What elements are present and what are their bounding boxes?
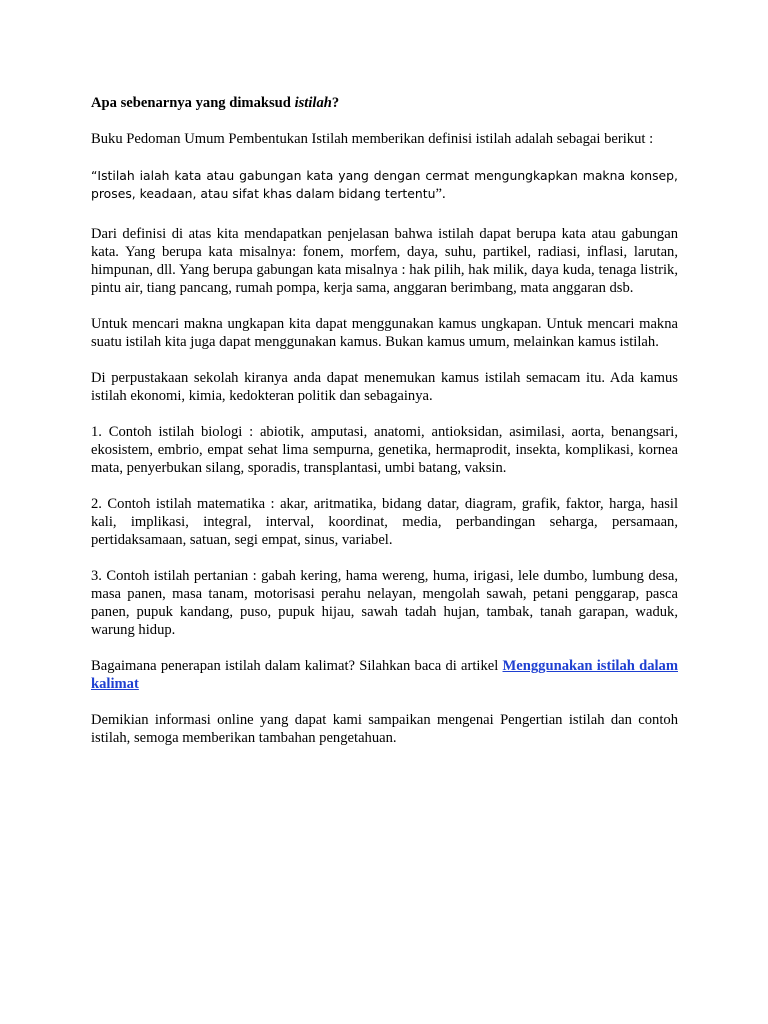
biology-terms-paragraph: 1. Contoh istilah biologi : abiotik, amputasi, anatomi, antioksidan, asimilasi, aorta, benangsari, ekosistem, embrio, empat sehat lima sempurna, genetika, hermaprodit, insekta, komplikasi, kornea mata, penyerbukan silang, sporadis, transplantasi, umbi batang, vaksin. bbox=[91, 424, 678, 476]
quote-text: “Istilah ialah kata atau gabungan kata yang dengan cermat mengungkapkan makna konsep, proses, keadaan, atau sifat khas dalam bidang tertentu bbox=[91, 168, 678, 201]
intro-paragraph: Buku Pedoman Umum Pembentukan Istilah memberikan definisi istilah adalah sebagai berikut : bbox=[91, 131, 654, 147]
page-heading bbox=[91, 94, 678, 112]
closing-paragraph: Demikian informasi online yang dapat kami sampaikan mengenai Pengertian istilah dan contoh istilah, semoga memberikan tambahan pengetahuan. bbox=[91, 712, 678, 746]
heading-suffix: ? bbox=[331, 95, 340, 111]
library-paragraph: Di perpustakaan sekolah kiranya anda dapat menemukan kamus istilah semacam itu. Ada kamus istilah ekonomi, kimia, kedokteran politik dan sebagainya. bbox=[91, 370, 678, 404]
heading-term: istilah bbox=[294, 95, 332, 111]
application-paragraph bbox=[91, 657, 678, 693]
quote-tail: ”. bbox=[435, 186, 446, 202]
definition-quote bbox=[91, 167, 678, 203]
article-link[interactable]: Menggunakan istilah dalam kalimat bbox=[91, 658, 678, 692]
agriculture-terms-paragraph: 3. Contoh istilah pertanian : gabah kering, hama wereng, huma, irigasi, lele dumbo, lumbung desa, masa panen, masa tanam, motorisasi perahu nelayan, mengolah sawah, petani penggarap, pasca panen, pupuk kandang, puso, pupuk hijau, sawah tadah hujan, tambak, tanah garapan, waduk, warung hidup. bbox=[91, 568, 678, 638]
dictionary-paragraph: Untuk mencari makna ungkapan kita dapat menggunakan kamus ungkapan. Untuk mencari makna suatu istilah kita juga dapat menggunakan kamus. Bukan kamus umum, melainkan kamus istilah. bbox=[91, 316, 678, 350]
definition-explanation-paragraph: Dari definisi di atas kita mendapatkan penjelasan bahwa istilah dapat berupa kata atau gabungan kata. Yang berupa kata misalnya: fonem, morfem, daya, suhu, partikel, radiasi, inflasi, larutan, himpunan, dll. Yang berupa gabungan kata misalnya : hak pilih, hak milik, daya kuda, tenaga listrik, pintu air, tiang pancang, rumah pompa, kerja sama, anggaran berimbang, mata anggaran dsb. bbox=[91, 226, 678, 296]
heading-prefix: Apa sebenarnya yang dimaksud bbox=[91, 95, 295, 111]
application-text: Bagaimana penerapan istilah dalam kalimat? Silahkan baca di artikel bbox=[91, 658, 503, 674]
math-terms-paragraph: 2. Contoh istilah matematika : akar, aritmatika, bidang datar, diagram, grafik, faktor, harga, hasil kali, implikasi, integral, interval, koordinat, media, perbandingan seharga, persamaan, pertidaksamaan, satuan, segi empat, sinus, variabel. bbox=[91, 496, 678, 548]
